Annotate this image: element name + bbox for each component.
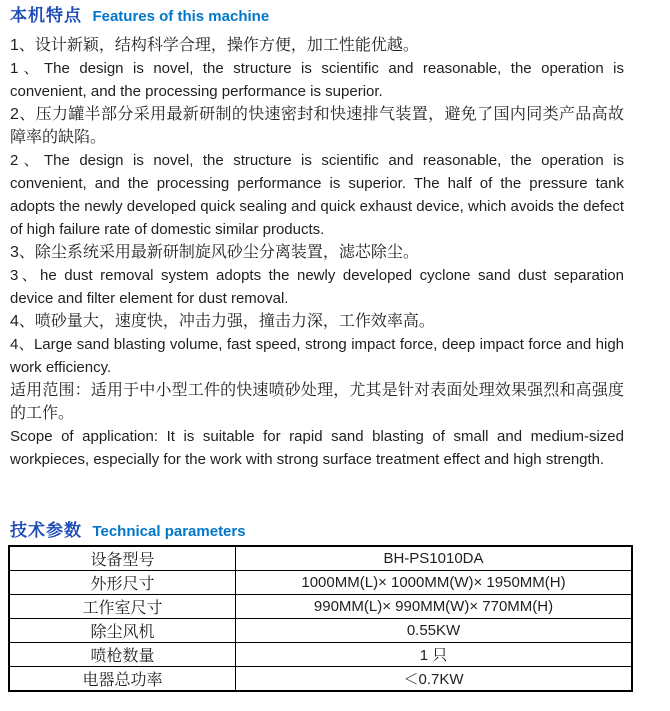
spec-value-dust-fan: 0.55KW	[236, 619, 633, 643]
spec-value-gun-count: 1 只	[236, 643, 633, 667]
spec-value-model: BH-PS1010DA	[236, 546, 633, 571]
table-row-gun-count	[9, 643, 632, 667]
specs-heading-en: Technical parameters	[92, 523, 246, 540]
feature-3-en: 3、he dust removal system adopts the newly developed cyclone sand dust separation device and filter element for dust removal.	[10, 267, 624, 307]
feature-1-zh: 1、设计新颖，结构科学合理，操作方便，加工性能优越。	[10, 37, 419, 54]
spec-value-total-power: ＜0.7KW	[236, 667, 633, 692]
features-heading	[10, 6, 624, 27]
table-row-overall-size	[9, 571, 632, 595]
feature-2-zh: 2、压力罐半部分采用最新研制的快速密封和快速排气装置，避免了国内同类产品高故障率的缺陷。	[10, 106, 624, 146]
features-list	[10, 34, 624, 471]
spec-label-dust-fan: 除尘风机	[9, 619, 236, 643]
feature-4-en: 4、Large sand blasting volume, fast speed, strong impact force, deep impact force and high work efficiency.	[10, 336, 624, 376]
spec-label-gun-count: 喷枪数量	[9, 643, 236, 667]
table-row-chamber-size	[9, 595, 632, 619]
spec-label-model: 设备型号	[9, 546, 236, 571]
feature-3-zh: 3、除尘系统采用最新研制旋风砂尘分离装置，滤芯除尘。	[10, 244, 419, 261]
spec-value-chamber-size: 990MM(L)× 990MM(W)× 770MM(H)	[236, 595, 633, 619]
scope-of-application-zh: 适用范围：适用于中小型工件的快速喷砂处理，尤其是针对表面处理效果强烈和高强度的工作。	[10, 382, 624, 422]
feature-1-en: 1、The design is novel, the structure is scientific and reasonable, the operation is convenient, and the processing performance is superior.	[10, 60, 624, 100]
features-heading-zh: 本机特点	[10, 6, 82, 25]
scope-of-application-en: Scope of application: It is suitable for rapid sand blasting of small and medium-sized workpieces, especially for the work with strong surface treatment effect and high strength.	[10, 428, 624, 468]
spec-value-overall-size: 1000MM(L)× 1000MM(W)× 1950MM(H)	[236, 571, 633, 595]
features-heading-en: Features of this machine	[92, 8, 270, 25]
table-row-model	[9, 546, 632, 571]
specs-heading-zh: 技术参数	[10, 521, 82, 540]
spec-label-chamber-size: 工作室尺寸	[9, 595, 236, 619]
feature-4-zh: 4、喷砂量大，速度快，冲击力强，撞击力深，工作效率高。	[10, 313, 435, 330]
specs-heading	[10, 521, 624, 542]
spec-label-total-power: 电器总功率	[9, 667, 236, 692]
spec-label-overall-size: 外形尺寸	[9, 571, 236, 595]
table-row-dust-fan	[9, 619, 632, 643]
table-row-total-power	[9, 667, 632, 692]
specs-table	[8, 545, 633, 692]
feature-2-en: 2、The design is novel, the structure is scientific and reasonable, the operation is convenient, and the processing performance is superior. The half of the pressure tank adopts the newly developed quick sealing and quick exhaust device, which avoids the defect of high failure rate of domestic similar products.	[10, 152, 624, 238]
